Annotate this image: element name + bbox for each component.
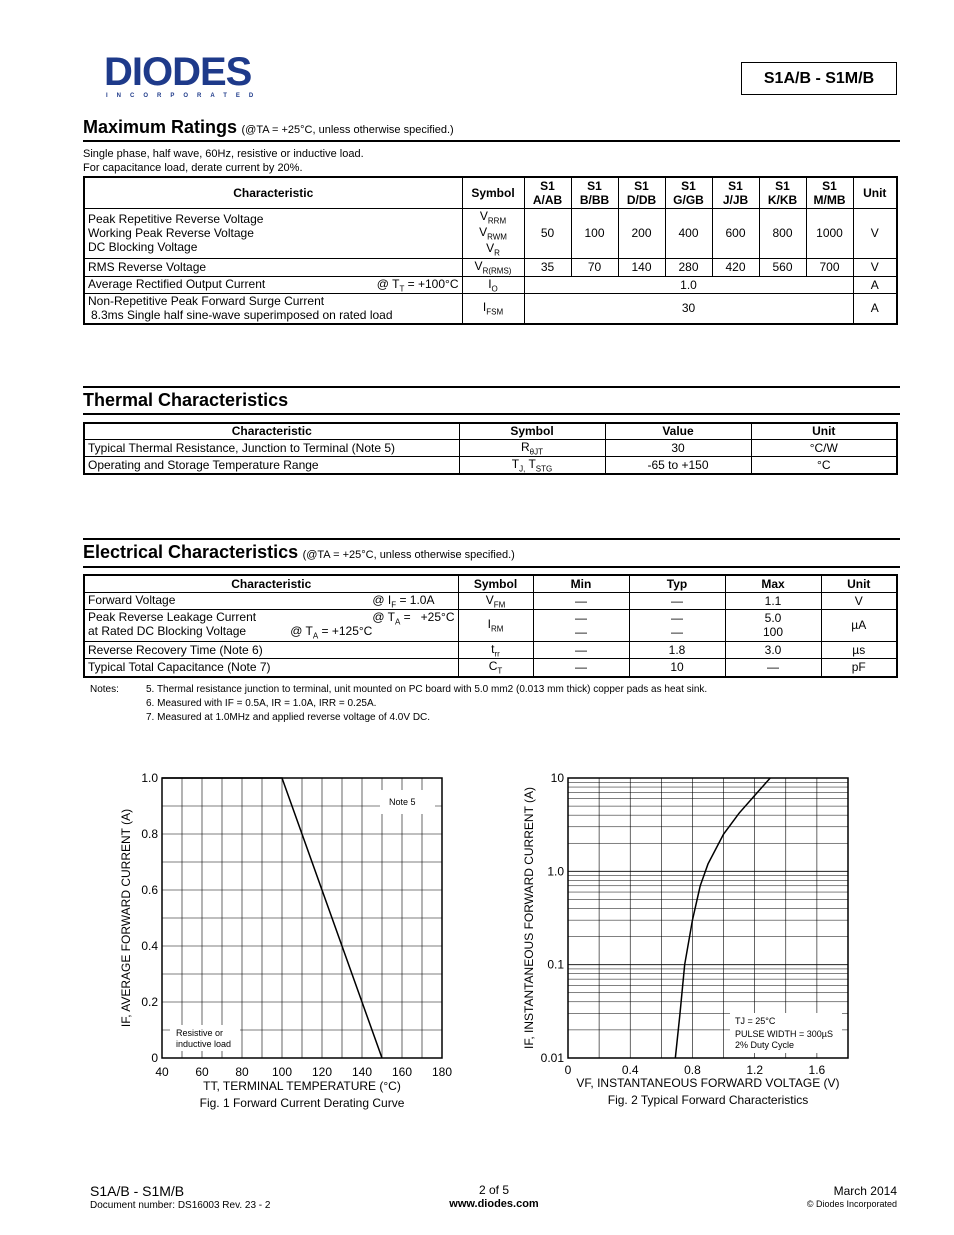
char-text: Peak Reverse Leakage Current <box>88 610 257 625</box>
max-ratings-title: Maximum Ratings <box>83 117 238 137</box>
value-cell: 600 <box>712 208 759 258</box>
typ-cell <box>629 609 725 641</box>
fig2-title: Fig. 2 Typical Forward Characteristics <box>607 1093 809 1107</box>
fig1-xtick: 160 <box>391 1065 413 1079</box>
max-line: 100 <box>762 625 784 640</box>
row-char <box>84 609 458 641</box>
condition: @ $T_T = +100^\circ C$ <box>376 276 459 294</box>
condition: @ $I_F = 1.0A$ <box>372 592 435 609</box>
note-6: 6. Measured with IF = 0.5A, IR = 1.0A, IRR = 0.25A. <box>146 698 377 709</box>
fig1-xtick: 140 <box>351 1065 373 1079</box>
value-cell: 700 <box>806 258 853 276</box>
fig2-xtick: 1.2 <box>746 1063 764 1077</box>
fig2-xlabel: VF, INSTANTANEOUS FORWARD VOLTAGE (V) <box>576 1076 840 1090</box>
unit-cell: µs <box>821 641 897 658</box>
char-line: Non-Repetitive Peak Forward Surge Current <box>88 294 325 309</box>
col-s1j: S1 J/JB <box>712 177 759 208</box>
section-rule <box>83 413 900 415</box>
char-text: at Rated DC Blocking Voltage <box>88 624 247 639</box>
section-rule <box>83 140 900 142</box>
fig2-ytick: 1.0 <box>547 864 564 879</box>
row-char <box>84 276 462 293</box>
fig2-xtick: 0 <box>564 1063 572 1077</box>
value-cell: 400 <box>665 208 712 258</box>
char-line: 8.3ms Single half sine-wave superimposed on rated load <box>91 308 393 323</box>
col-min: Min <box>533 575 629 592</box>
fig1-xtick: 180 <box>431 1065 453 1079</box>
notes-label: Notes: <box>90 684 119 695</box>
note-7: 7. Measured at 1.0MHz and applied reverse voltage of 4.0V DC. <box>146 712 431 723</box>
table-header-row <box>84 177 897 208</box>
electrical-subtitle: (@TA = +25°C, unless otherwise specified.) <box>302 549 515 561</box>
fig1-note: Note 5 <box>389 797 416 807</box>
row-char <box>84 592 458 609</box>
col-s1k: S1 K/KB <box>759 177 806 208</box>
row-symbol: $V_{R(RMS)}$ <box>462 258 524 276</box>
table-row <box>84 276 897 293</box>
fig1-ytick: 0.6 <box>141 883 158 897</box>
char-line: DC Blocking Voltage <box>88 240 198 255</box>
fig2-annot-3: 2% Duty Cycle <box>735 1040 795 1050</box>
max-cell: 1.1 <box>725 592 821 609</box>
note-line-2: For capacitance load, derate current by 20%. <box>83 162 303 174</box>
char-line: Peak Repetitive Reverse Voltage <box>88 212 264 227</box>
footer-part: S1A/B - S1M/B <box>90 1183 185 1199</box>
typ-cell: — <box>629 592 725 609</box>
value-cell: -65 to +150 <box>605 456 751 474</box>
footer-url[interactable]: www.diodes.com <box>449 1198 539 1210</box>
section-rule <box>83 386 900 388</box>
unit-cell: V <box>853 258 897 276</box>
fig2-annot-1: TJ = 25°C <box>735 1016 776 1026</box>
row-symbol: $V_{FM}$ <box>458 592 533 609</box>
value-cell: 70 <box>571 258 618 276</box>
value-cell: 200 <box>618 208 665 258</box>
condition: @ $T_A = +25^\circ C$ <box>372 610 455 627</box>
footer-copyright: © Diodes Incorporated <box>806 1199 897 1209</box>
fig1-xlabel: TT, TERMINAL TEMPERATURE (°C) <box>203 1079 401 1093</box>
table-row <box>84 258 897 276</box>
section-rule <box>83 538 900 540</box>
table-row <box>84 208 897 258</box>
col-value: Value <box>605 423 751 439</box>
row-char: RMS Reverse Voltage <box>84 258 462 276</box>
col-s1d: S1 D/DB <box>618 177 665 208</box>
row-symbol: $R_{\theta JT}$ <box>459 439 605 456</box>
fig1-annot-1: Resistive or <box>176 1028 224 1038</box>
value-cell: 420 <box>712 258 759 276</box>
col-typ: Typ <box>629 575 725 592</box>
unit-cell: °C/W <box>751 439 897 456</box>
typ-line: — <box>671 625 683 640</box>
col-unit: Unit <box>751 423 897 439</box>
col-characteristic: Characteristic <box>84 423 459 439</box>
col-characteristic: Characteristic <box>84 177 462 208</box>
min-line: — <box>575 611 587 626</box>
row-symbol: $T_{J,}$ $T_{STG}$ <box>459 456 605 474</box>
min-line: — <box>575 625 587 640</box>
max-ratings-note <box>83 147 364 175</box>
table-row <box>84 659 897 677</box>
fig1-xtick: 80 <box>235 1065 249 1079</box>
row-symbol: $C_T$ <box>458 659 533 677</box>
fig2-annot-2: PULSE WIDTH = 300µS <box>735 1029 833 1039</box>
fig2-ytick: 0.01 <box>540 1051 564 1065</box>
table-row <box>84 592 897 609</box>
max-ratings-heading <box>83 117 454 138</box>
fig2-xtick: 1.6 <box>808 1063 826 1077</box>
col-s1b: S1 B/BB <box>571 177 618 208</box>
char-text: Forward Voltage <box>88 592 176 607</box>
notes-list <box>146 683 707 725</box>
note-5: 5. Thermal resistance junction to terminal, unit mounted on PC board with 5.0 mm2 (0.013 mm thick) copper pads as heat sink. <box>146 684 708 695</box>
part-number-box: S1A/B - S1M/B <box>741 62 897 95</box>
unit-cell: °C <box>751 456 897 474</box>
fig2-chart <box>515 770 875 1115</box>
unit-cell: V <box>821 592 897 609</box>
min-cell: — <box>533 592 629 609</box>
value-cell: 30 <box>605 439 751 456</box>
electrical-heading <box>83 542 515 563</box>
col-symbol: Symbol <box>458 575 533 592</box>
row-char <box>84 208 462 258</box>
fig1-grid <box>162 778 442 1058</box>
fig1-ytick: 0.2 <box>141 995 158 1009</box>
table-header-row <box>84 423 897 439</box>
footer-date: March 2014 <box>833 1184 897 1198</box>
col-s1g: S1 G/GB <box>665 177 712 208</box>
table-row <box>84 609 897 641</box>
electrical-table <box>83 574 898 678</box>
value-cell: 800 <box>759 208 806 258</box>
table-row <box>84 456 897 474</box>
row-char: Operating and Storage Temperature Range <box>84 456 459 474</box>
row-char: Reverse Recovery Time (Note 6) <box>84 641 458 658</box>
unit-cell: pF <box>821 659 897 677</box>
logo-text: DIODES <box>104 50 252 94</box>
footer-page: 2 of 5 <box>478 1183 510 1197</box>
fig1-xtick: 100 <box>271 1065 293 1079</box>
value-cell: 50 <box>524 208 571 258</box>
fig1-xtick: 40 <box>155 1065 169 1079</box>
max-cell: 3.0 <box>725 641 821 658</box>
row-symbol: $I_O$ <box>462 276 524 293</box>
typ-cell: 10 <box>629 659 725 677</box>
thermal-table <box>83 422 898 475</box>
table-header-row <box>84 575 897 592</box>
electrical-title: Electrical Characteristics <box>83 542 299 562</box>
value-cell: 560 <box>759 258 806 276</box>
unit-cell: A <box>853 294 897 324</box>
value-span: 30 <box>524 294 853 324</box>
unit-cell: µA <box>821 609 897 641</box>
fig2-ytick: 0.1 <box>547 957 564 972</box>
table-row <box>84 641 897 658</box>
table-row <box>84 439 897 456</box>
col-unit: Unit <box>853 177 897 208</box>
max-ratings-subtitle: (@TA = +25°C, unless otherwise specified.) <box>241 124 454 136</box>
fig1-title: Fig. 1 Forward Current Derating Curve <box>199 1096 405 1110</box>
char-line: Working Peak Reverse Voltage <box>88 226 254 241</box>
fig1-ytick: 1.0 <box>141 771 158 785</box>
unit-cell: A <box>853 276 897 293</box>
row-symbol: $t_{rr}$ <box>458 641 533 658</box>
fig1-ytick: 0.4 <box>141 939 158 953</box>
col-max: Max <box>725 575 821 592</box>
max-cell <box>725 609 821 641</box>
fig1-xtick: 60 <box>195 1065 209 1079</box>
typ-cell: 1.8 <box>629 641 725 658</box>
max-cell: — <box>725 659 821 677</box>
value-cell: 1000 <box>806 208 853 258</box>
thermal-title: Thermal Characteristics <box>83 390 289 410</box>
row-char: Typical Thermal Resistance, Junction to Terminal (Note 5) <box>84 439 459 456</box>
note-line-1: Single phase, half wave, 60Hz, resistive or inductive load. <box>83 148 364 160</box>
col-symbol: Symbol <box>459 423 605 439</box>
value-span: 1.0 <box>524 276 853 293</box>
condition: @ $T_A = +125^\circ C$ <box>290 624 373 641</box>
fig1-annot-2: inductive load <box>176 1039 232 1049</box>
min-cell: — <box>533 659 629 677</box>
col-symbol: Symbol <box>462 177 524 208</box>
row-symbol: $I_{RM}$ <box>458 609 533 641</box>
row-char <box>84 294 462 324</box>
fig2-ytick: 10 <box>550 771 564 785</box>
value-cell: 280 <box>665 258 712 276</box>
fig2-ylabel: IF, INSTANTANEOUS FORWARD CURRENT (A) <box>522 786 536 1050</box>
value-cell: 140 <box>618 258 665 276</box>
unit-cell: V <box>853 208 897 258</box>
col-s1a: S1 A/AB <box>524 177 571 208</box>
min-cell: — <box>533 641 629 658</box>
fig2-xtick: 0.8 <box>684 1063 701 1077</box>
fig2-xtick: 0.4 <box>621 1063 639 1077</box>
diodes-logo <box>104 52 262 99</box>
fig1-ytick: 0 <box>151 1051 158 1065</box>
fig1-ytick: 0.8 <box>141 827 158 841</box>
value-cell: 100 <box>571 208 618 258</box>
typ-line: — <box>671 611 683 626</box>
char-text: Average Rectified Output Current <box>88 276 266 291</box>
col-unit: Unit <box>821 575 897 592</box>
row-symbol: $V_{RRM}$ $V_{RWM}$ $V_R$ <box>462 208 524 258</box>
max-ratings-table <box>83 176 898 325</box>
min-cell <box>533 609 629 641</box>
fig1-chart <box>110 770 470 1115</box>
table-row <box>84 294 897 324</box>
fig1-xtick: 120 <box>311 1065 333 1079</box>
col-s1m: S1 M/MB <box>806 177 853 208</box>
footer-doc: Document number: DS16003 Rev. 23 - 2 <box>90 1200 271 1211</box>
col-characteristic: Characteristic <box>84 575 458 592</box>
row-symbol: $I_{FSM}$ <box>462 294 524 324</box>
logo-subtext: INCORPORATED <box>106 93 263 99</box>
value-cell: 35 <box>524 258 571 276</box>
row-char: Typical Total Capacitance (Note 7) <box>84 659 458 677</box>
section-rule <box>83 566 900 568</box>
fig1-ylabel: IF, AVERAGE FORWARD CURRENT (A) <box>119 808 133 1028</box>
max-line: 5.0 <box>764 611 782 626</box>
